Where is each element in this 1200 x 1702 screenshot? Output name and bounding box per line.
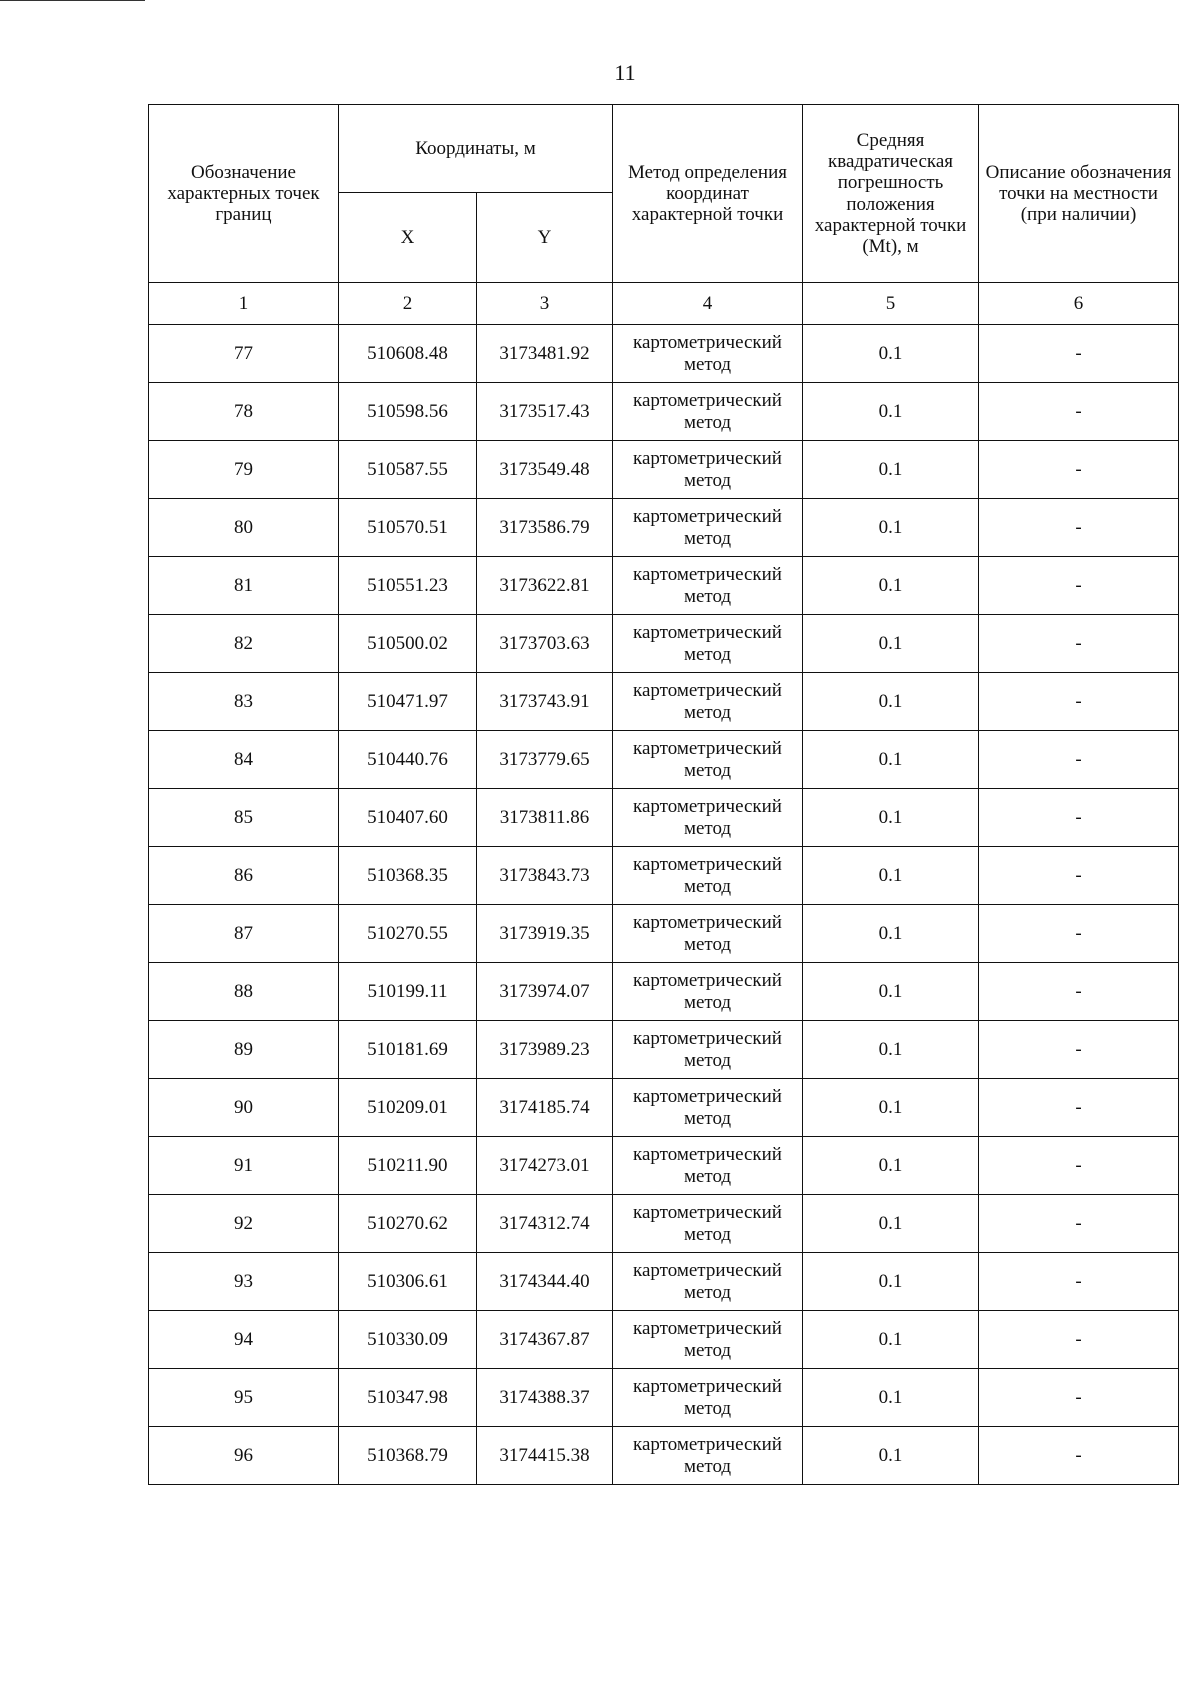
method-cell: картометрический метод xyxy=(613,905,803,963)
point-label-cell: 78 xyxy=(149,383,339,441)
point-label-cell: 83 xyxy=(149,673,339,731)
table-row xyxy=(149,1311,1179,1369)
x-coordinate-cell: 510598.56 xyxy=(339,383,477,441)
description-cell: - xyxy=(979,383,1179,441)
table-row xyxy=(149,847,1179,905)
header-error: Средняя квадратическая погрешность положения характерной точки (Mt), м xyxy=(803,105,979,283)
point-label-cell: 96 xyxy=(149,1427,339,1485)
table-row xyxy=(149,963,1179,1021)
point-label-cell: 90 xyxy=(149,1079,339,1137)
description-cell: - xyxy=(979,1021,1179,1079)
point-label-cell: 89 xyxy=(149,1021,339,1079)
column-number: 3 xyxy=(477,283,613,325)
description-cell: - xyxy=(979,1369,1179,1427)
error-cell: 0.1 xyxy=(803,1195,979,1253)
table-row xyxy=(149,1369,1179,1427)
method-cell: картометрический метод xyxy=(613,731,803,789)
description-cell: - xyxy=(979,325,1179,383)
y-coordinate-cell: 3173919.35 xyxy=(477,905,613,963)
table-row xyxy=(149,905,1179,963)
method-cell: картометрический метод xyxy=(613,673,803,731)
description-cell: - xyxy=(979,1079,1179,1137)
point-label-cell: 92 xyxy=(149,1195,339,1253)
top-left-rule xyxy=(0,0,145,1)
y-coordinate-cell: 3173974.07 xyxy=(477,963,613,1021)
x-coordinate-cell: 510270.62 xyxy=(339,1195,477,1253)
method-cell: картометрический метод xyxy=(613,1253,803,1311)
x-coordinate-cell: 510209.01 xyxy=(339,1079,477,1137)
header-x: X xyxy=(339,193,477,283)
table-row xyxy=(149,557,1179,615)
y-coordinate-cell: 3174344.40 xyxy=(477,1253,613,1311)
x-coordinate-cell: 510181.69 xyxy=(339,1021,477,1079)
method-cell: картометрический метод xyxy=(613,383,803,441)
point-label-cell: 79 xyxy=(149,441,339,499)
point-label-cell: 94 xyxy=(149,1311,339,1369)
table-row xyxy=(149,441,1179,499)
y-coordinate-cell: 3173989.23 xyxy=(477,1021,613,1079)
x-coordinate-cell: 510608.48 xyxy=(339,325,477,383)
error-cell: 0.1 xyxy=(803,731,979,789)
column-number: 5 xyxy=(803,283,979,325)
description-cell: - xyxy=(979,1427,1179,1485)
error-cell: 0.1 xyxy=(803,1253,979,1311)
point-label-cell: 82 xyxy=(149,615,339,673)
error-cell: 0.1 xyxy=(803,1311,979,1369)
y-coordinate-cell: 3173517.43 xyxy=(477,383,613,441)
point-label-cell: 80 xyxy=(149,499,339,557)
error-cell: 0.1 xyxy=(803,557,979,615)
y-coordinate-cell: 3173843.73 xyxy=(477,847,613,905)
table-row xyxy=(149,383,1179,441)
y-coordinate-cell: 3174415.38 xyxy=(477,1427,613,1485)
column-number: 1 xyxy=(149,283,339,325)
header-row-top xyxy=(149,105,1179,193)
method-cell: картометрический метод xyxy=(613,847,803,905)
header-coords-group: Координаты, м xyxy=(339,105,613,193)
y-coordinate-cell: 3173586.79 xyxy=(477,499,613,557)
error-cell: 0.1 xyxy=(803,1137,979,1195)
point-label-cell: 93 xyxy=(149,1253,339,1311)
point-label-cell: 95 xyxy=(149,1369,339,1427)
error-cell: 0.1 xyxy=(803,383,979,441)
y-coordinate-cell: 3174312.74 xyxy=(477,1195,613,1253)
description-cell: - xyxy=(979,789,1179,847)
table-row xyxy=(149,789,1179,847)
method-cell: картометрический метод xyxy=(613,1137,803,1195)
x-coordinate-cell: 510211.90 xyxy=(339,1137,477,1195)
x-coordinate-cell: 510306.61 xyxy=(339,1253,477,1311)
description-cell: - xyxy=(979,615,1179,673)
point-label-cell: 81 xyxy=(149,557,339,615)
coordinates-table xyxy=(148,104,1179,1485)
method-cell: картометрический метод xyxy=(613,1311,803,1369)
method-cell: картометрический метод xyxy=(613,441,803,499)
table-row xyxy=(149,673,1179,731)
table-row xyxy=(149,1427,1179,1485)
description-cell: - xyxy=(979,905,1179,963)
point-label-cell: 88 xyxy=(149,963,339,1021)
error-cell: 0.1 xyxy=(803,905,979,963)
x-coordinate-cell: 510440.76 xyxy=(339,731,477,789)
column-number: 6 xyxy=(979,283,1179,325)
table-row xyxy=(149,615,1179,673)
description-cell: - xyxy=(979,963,1179,1021)
y-coordinate-cell: 3173811.86 xyxy=(477,789,613,847)
y-coordinate-cell: 3173703.63 xyxy=(477,615,613,673)
table-row xyxy=(149,731,1179,789)
description-cell: - xyxy=(979,731,1179,789)
description-cell: - xyxy=(979,1311,1179,1369)
method-cell: картометрический метод xyxy=(613,1427,803,1485)
description-cell: - xyxy=(979,673,1179,731)
x-coordinate-cell: 510330.09 xyxy=(339,1311,477,1369)
header-point-label: Обозначение характерных точек границ xyxy=(149,105,339,283)
method-cell: картометрический метод xyxy=(613,1195,803,1253)
error-cell: 0.1 xyxy=(803,673,979,731)
column-number: 2 xyxy=(339,283,477,325)
column-number: 4 xyxy=(613,283,803,325)
error-cell: 0.1 xyxy=(803,325,979,383)
header-method: Метод определения координат характерной точки xyxy=(613,105,803,283)
y-coordinate-cell: 3173779.65 xyxy=(477,731,613,789)
description-cell: - xyxy=(979,499,1179,557)
x-coordinate-cell: 510500.02 xyxy=(339,615,477,673)
description-cell: - xyxy=(979,847,1179,905)
x-coordinate-cell: 510368.35 xyxy=(339,847,477,905)
coordinates-table-container xyxy=(148,104,1179,1485)
error-cell: 0.1 xyxy=(803,963,979,1021)
description-cell: - xyxy=(979,441,1179,499)
table-row xyxy=(149,1079,1179,1137)
y-coordinate-cell: 3173622.81 xyxy=(477,557,613,615)
table-row xyxy=(149,1021,1179,1079)
x-coordinate-cell: 510199.11 xyxy=(339,963,477,1021)
error-cell: 0.1 xyxy=(803,1427,979,1485)
y-coordinate-cell: 3174367.87 xyxy=(477,1311,613,1369)
method-cell: картометрический метод xyxy=(613,615,803,673)
method-cell: картометрический метод xyxy=(613,963,803,1021)
x-coordinate-cell: 510471.97 xyxy=(339,673,477,731)
description-cell: - xyxy=(979,1253,1179,1311)
error-cell: 0.1 xyxy=(803,615,979,673)
description-cell: - xyxy=(979,557,1179,615)
table-row xyxy=(149,325,1179,383)
error-cell: 0.1 xyxy=(803,1369,979,1427)
x-coordinate-cell: 510270.55 xyxy=(339,905,477,963)
error-cell: 0.1 xyxy=(803,441,979,499)
point-label-cell: 85 xyxy=(149,789,339,847)
y-coordinate-cell: 3174273.01 xyxy=(477,1137,613,1195)
x-coordinate-cell: 510407.60 xyxy=(339,789,477,847)
column-number-row xyxy=(149,283,1179,325)
x-coordinate-cell: 510368.79 xyxy=(339,1427,477,1485)
x-coordinate-cell: 510570.51 xyxy=(339,499,477,557)
header-y: Y xyxy=(477,193,613,283)
point-label-cell: 84 xyxy=(149,731,339,789)
description-cell: - xyxy=(979,1137,1179,1195)
y-coordinate-cell: 3173481.92 xyxy=(477,325,613,383)
table-body xyxy=(149,325,1179,1485)
error-cell: 0.1 xyxy=(803,789,979,847)
x-coordinate-cell: 510551.23 xyxy=(339,557,477,615)
point-label-cell: 87 xyxy=(149,905,339,963)
method-cell: картометрический метод xyxy=(613,1021,803,1079)
x-coordinate-cell: 510347.98 xyxy=(339,1369,477,1427)
point-label-cell: 91 xyxy=(149,1137,339,1195)
method-cell: картометрический метод xyxy=(613,789,803,847)
table-row xyxy=(149,1253,1179,1311)
page-number: 11 xyxy=(614,60,636,85)
y-coordinate-cell: 3174388.37 xyxy=(477,1369,613,1427)
y-coordinate-cell: 3174185.74 xyxy=(477,1079,613,1137)
method-cell: картометрический метод xyxy=(613,1079,803,1137)
error-cell: 0.1 xyxy=(803,499,979,557)
method-cell: картометрический метод xyxy=(613,325,803,383)
method-cell: картометрический метод xyxy=(613,499,803,557)
header-description: Описание обозначения точки на местности (при наличии) xyxy=(979,105,1179,283)
point-label-cell: 77 xyxy=(149,325,339,383)
table-row xyxy=(149,499,1179,557)
error-cell: 0.1 xyxy=(803,1021,979,1079)
error-cell: 0.1 xyxy=(803,1079,979,1137)
method-cell: картометрический метод xyxy=(613,557,803,615)
method-cell: картометрический метод xyxy=(613,1369,803,1427)
x-coordinate-cell: 510587.55 xyxy=(339,441,477,499)
table-row xyxy=(149,1137,1179,1195)
y-coordinate-cell: 3173743.91 xyxy=(477,673,613,731)
table-row xyxy=(149,1195,1179,1253)
table-header xyxy=(149,105,1179,325)
point-label-cell: 86 xyxy=(149,847,339,905)
description-cell: - xyxy=(979,1195,1179,1253)
error-cell: 0.1 xyxy=(803,847,979,905)
y-coordinate-cell: 3173549.48 xyxy=(477,441,613,499)
